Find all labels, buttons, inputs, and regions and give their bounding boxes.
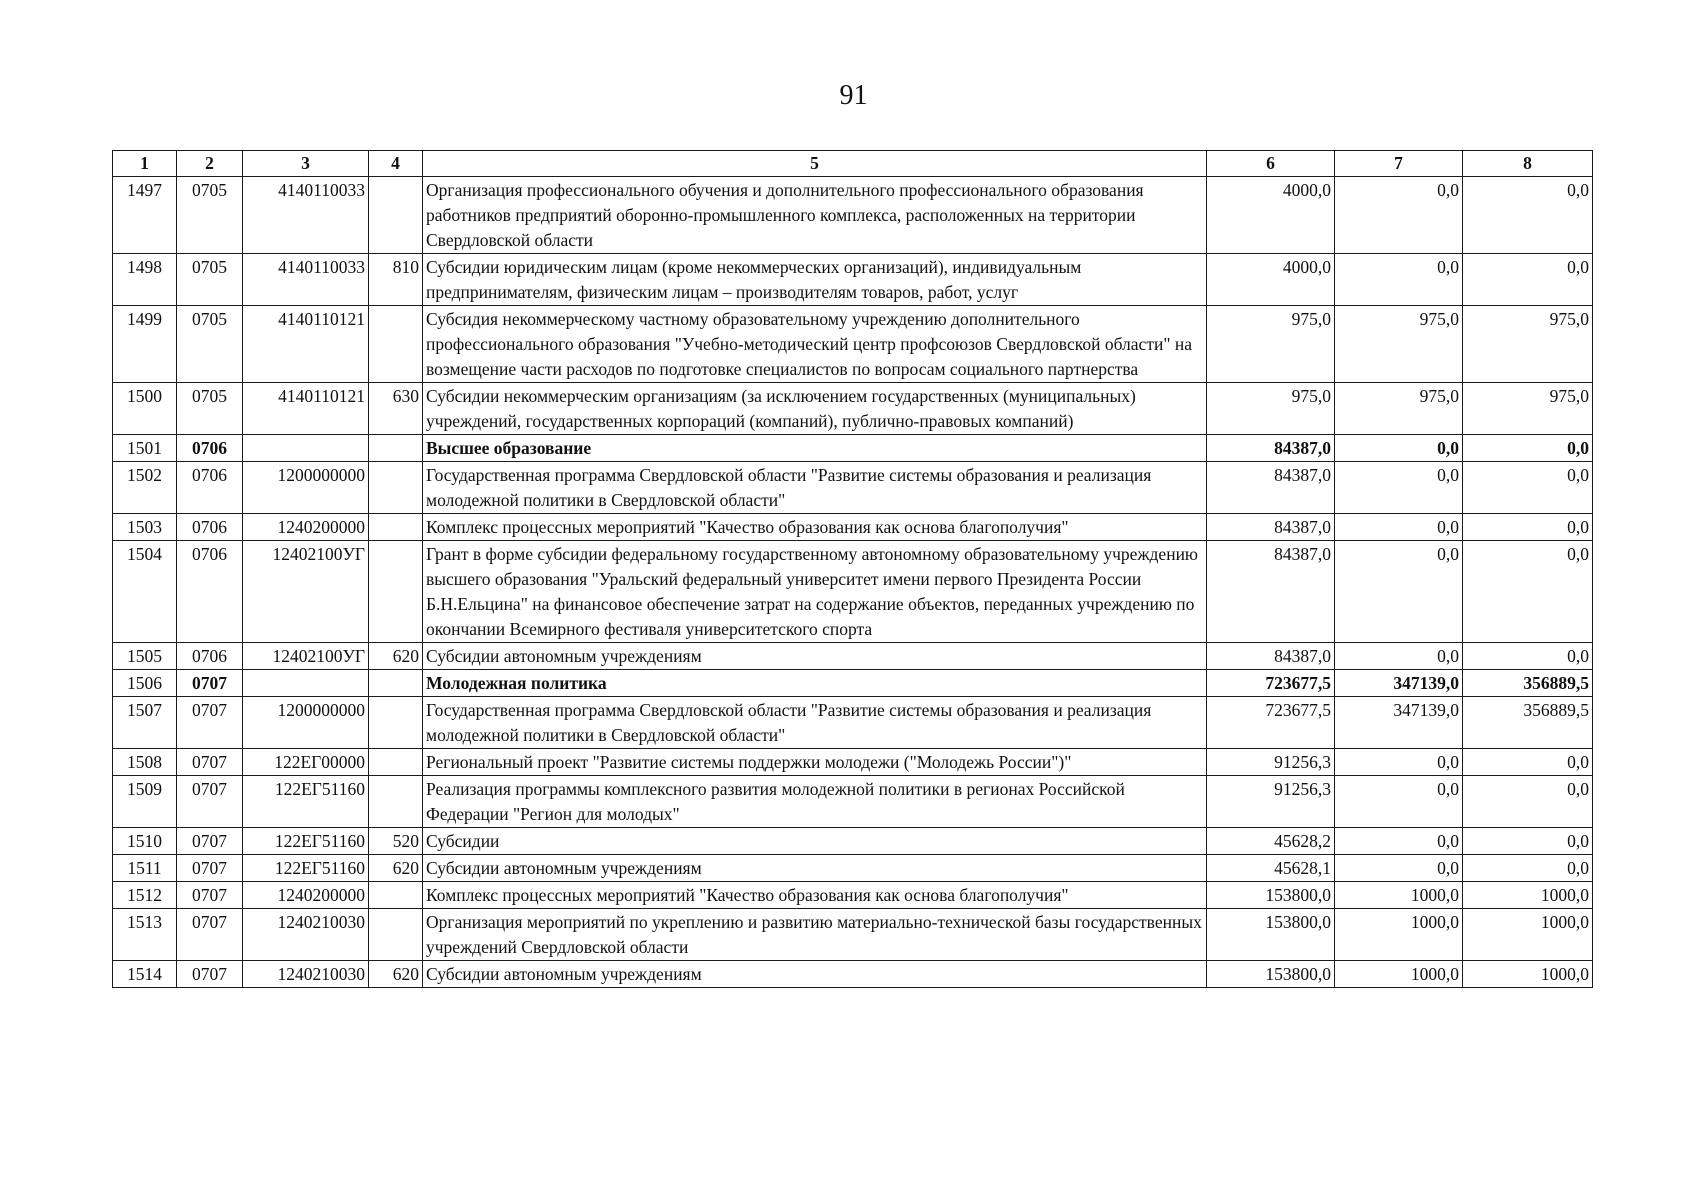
- amount-year1-cell: 153800,0: [1207, 909, 1335, 961]
- row-number-cell: 1506: [113, 670, 177, 697]
- expense-type-cell: 810: [369, 254, 423, 306]
- target-article-cell: 4140110121: [243, 306, 369, 383]
- amount-year2-cell: 347139,0: [1335, 670, 1463, 697]
- table-row: [113, 749, 1593, 776]
- table-row: [113, 462, 1593, 514]
- amount-year3-cell: 1000,0: [1463, 909, 1593, 961]
- header-col-7: 7: [1335, 151, 1463, 177]
- amount-year1-cell: 975,0: [1207, 306, 1335, 383]
- amount-year1-cell: 4000,0: [1207, 177, 1335, 254]
- item-name-cell: Субсидии автономным учреждениям: [423, 855, 1207, 882]
- amount-year1-cell: 153800,0: [1207, 961, 1335, 988]
- item-name-cell: Субсидия некоммерческому частному образовательному учреждению дополнительного профессионального образования "Учебно-методический центр профсоюзов Свердловской области" на возмещение части расходов по подготовке специалистов по вопросам социального партнерства: [423, 306, 1207, 383]
- amount-year3-cell: 975,0: [1463, 306, 1593, 383]
- table-row: [113, 855, 1593, 882]
- amount-year3-cell: 975,0: [1463, 383, 1593, 435]
- table-row: [113, 776, 1593, 828]
- section-code-cell: 0705: [177, 254, 243, 306]
- target-article-cell: 1240200000: [243, 882, 369, 909]
- header-col-3: 3: [243, 151, 369, 177]
- item-name-cell: Комплекс процессных мероприятий "Качество образования как основа благополучия": [423, 514, 1207, 541]
- amount-year3-cell: 0,0: [1463, 254, 1593, 306]
- row-number-cell: 1499: [113, 306, 177, 383]
- amount-year3-cell: 0,0: [1463, 643, 1593, 670]
- target-article-cell: 122ЕГ51160: [243, 776, 369, 828]
- amount-year2-cell: 975,0: [1335, 383, 1463, 435]
- amount-year1-cell: 723677,5: [1207, 670, 1335, 697]
- row-number-cell: 1503: [113, 514, 177, 541]
- amount-year3-cell: 356889,5: [1463, 670, 1593, 697]
- expense-type-cell: [369, 462, 423, 514]
- amount-year3-cell: 0,0: [1463, 828, 1593, 855]
- amount-year2-cell: 0,0: [1335, 749, 1463, 776]
- table-row: [113, 697, 1593, 749]
- item-name-cell: Субсидии автономным учреждениям: [423, 643, 1207, 670]
- expense-type-cell: 620: [369, 643, 423, 670]
- row-number-cell: 1510: [113, 828, 177, 855]
- expense-type-cell: [369, 435, 423, 462]
- item-name-cell: Организация мероприятий по укреплению и развитию материально-технической базы государственных учреждений Свердловской области: [423, 909, 1207, 961]
- target-article-cell: 4140110033: [243, 254, 369, 306]
- section-code-cell: 0707: [177, 749, 243, 776]
- section-code-cell: 0707: [177, 909, 243, 961]
- item-name-cell: Государственная программа Свердловской области "Развитие системы образования и реализация молодежной политики в Свердловской области": [423, 697, 1207, 749]
- amount-year3-cell: 0,0: [1463, 514, 1593, 541]
- amount-year3-cell: 0,0: [1463, 749, 1593, 776]
- target-article-cell: 1200000000: [243, 697, 369, 749]
- expense-type-cell: [369, 306, 423, 383]
- expense-type-cell: [369, 670, 423, 697]
- row-number-cell: 1507: [113, 697, 177, 749]
- expense-type-cell: [369, 909, 423, 961]
- table-row: [113, 909, 1593, 961]
- section-code-cell: 0706: [177, 435, 243, 462]
- target-article-cell: 1240210030: [243, 961, 369, 988]
- target-article-cell: 1240210030: [243, 909, 369, 961]
- amount-year1-cell: 84387,0: [1207, 435, 1335, 462]
- amount-year3-cell: 0,0: [1463, 541, 1593, 643]
- amount-year2-cell: 1000,0: [1335, 961, 1463, 988]
- target-article-cell: 122ЕГ51160: [243, 855, 369, 882]
- header-col-4: 4: [369, 151, 423, 177]
- table-row: [113, 541, 1593, 643]
- item-name-cell: Реализация программы комплексного развития молодежной политики в регионах Российской Федерации "Регион для молодых": [423, 776, 1207, 828]
- amount-year1-cell: 84387,0: [1207, 514, 1335, 541]
- section-code-cell: 0705: [177, 306, 243, 383]
- row-number-cell: 1509: [113, 776, 177, 828]
- amount-year2-cell: 0,0: [1335, 435, 1463, 462]
- expense-type-cell: [369, 776, 423, 828]
- table-row: [113, 882, 1593, 909]
- expense-type-cell: [369, 749, 423, 776]
- expense-type-cell: [369, 541, 423, 643]
- table-row: [113, 435, 1593, 462]
- item-name-cell: Субсидии автономным учреждениям: [423, 961, 1207, 988]
- amount-year1-cell: 91256,3: [1207, 776, 1335, 828]
- header-col-5: 5: [423, 151, 1207, 177]
- amount-year2-cell: 0,0: [1335, 855, 1463, 882]
- section-code-cell: 0706: [177, 514, 243, 541]
- amount-year3-cell: 1000,0: [1463, 961, 1593, 988]
- amount-year2-cell: 0,0: [1335, 177, 1463, 254]
- table-row: [113, 670, 1593, 697]
- row-number-cell: 1505: [113, 643, 177, 670]
- target-article-cell: 4140110121: [243, 383, 369, 435]
- row-number-cell: 1513: [113, 909, 177, 961]
- target-article-cell: 1240200000: [243, 514, 369, 541]
- amount-year3-cell: 356889,5: [1463, 697, 1593, 749]
- item-name-cell: Организация профессионального обучения и дополнительного профессионального образования работников предприятий оборонно-промышленного комплекса, расположенных на территории Свердловской области: [423, 177, 1207, 254]
- target-article-cell: 1200000000: [243, 462, 369, 514]
- amount-year3-cell: 0,0: [1463, 462, 1593, 514]
- section-code-cell: 0707: [177, 882, 243, 909]
- expense-type-cell: [369, 882, 423, 909]
- amount-year1-cell: 91256,3: [1207, 749, 1335, 776]
- amount-year1-cell: 84387,0: [1207, 541, 1335, 643]
- table-row: [113, 306, 1593, 383]
- amount-year2-cell: 0,0: [1335, 828, 1463, 855]
- target-article-cell: 122ЕГ00000: [243, 749, 369, 776]
- section-code-cell: 0706: [177, 462, 243, 514]
- amount-year1-cell: 723677,5: [1207, 697, 1335, 749]
- section-code-cell: 0705: [177, 177, 243, 254]
- header-col-2: 2: [177, 151, 243, 177]
- section-code-cell: 0706: [177, 643, 243, 670]
- expense-type-cell: 520: [369, 828, 423, 855]
- amount-year2-cell: 0,0: [1335, 514, 1463, 541]
- table-row: [113, 254, 1593, 306]
- amount-year1-cell: 153800,0: [1207, 882, 1335, 909]
- row-number-cell: 1500: [113, 383, 177, 435]
- amount-year2-cell: 347139,0: [1335, 697, 1463, 749]
- item-name-cell: Региональный проект "Развитие системы поддержки молодежи ("Молодежь России")": [423, 749, 1207, 776]
- amount-year3-cell: 0,0: [1463, 776, 1593, 828]
- row-number-cell: 1511: [113, 855, 177, 882]
- amount-year2-cell: 0,0: [1335, 776, 1463, 828]
- target-article-cell: 4140110033: [243, 177, 369, 254]
- row-number-cell: 1504: [113, 541, 177, 643]
- expense-type-cell: 620: [369, 855, 423, 882]
- row-number-cell: 1497: [113, 177, 177, 254]
- section-code-cell: 0706: [177, 541, 243, 643]
- budget-table: [112, 150, 1593, 988]
- header-col-8: 8: [1463, 151, 1593, 177]
- amount-year2-cell: 975,0: [1335, 306, 1463, 383]
- target-article-cell: [243, 670, 369, 697]
- target-article-cell: 122ЕГ51160: [243, 828, 369, 855]
- item-name-cell: Комплекс процессных мероприятий "Качество образования как основа благополучия": [423, 882, 1207, 909]
- section-code-cell: 0707: [177, 670, 243, 697]
- amount-year3-cell: 0,0: [1463, 855, 1593, 882]
- table-row: [113, 828, 1593, 855]
- header-col-1: 1: [113, 151, 177, 177]
- amount-year1-cell: 45628,2: [1207, 828, 1335, 855]
- amount-year3-cell: 0,0: [1463, 177, 1593, 254]
- table-header-row: [113, 151, 1593, 177]
- target-article-cell: 12402100УГ: [243, 643, 369, 670]
- row-number-cell: 1512: [113, 882, 177, 909]
- amount-year2-cell: 1000,0: [1335, 909, 1463, 961]
- amount-year3-cell: 0,0: [1463, 435, 1593, 462]
- table-row: [113, 961, 1593, 988]
- expense-type-cell: [369, 514, 423, 541]
- row-number-cell: 1501: [113, 435, 177, 462]
- table-row: [113, 383, 1593, 435]
- expense-type-cell: [369, 177, 423, 254]
- target-article-cell: [243, 435, 369, 462]
- section-code-cell: 0707: [177, 961, 243, 988]
- row-number-cell: 1508: [113, 749, 177, 776]
- table-row: [113, 177, 1593, 254]
- amount-year2-cell: 1000,0: [1335, 882, 1463, 909]
- item-name-cell: Субсидии юридическим лицам (кроме некоммерческих организаций), индивидуальным предпринимателям, физическим лицам – производителям товаров, работ, услуг: [423, 254, 1207, 306]
- table-row: [113, 514, 1593, 541]
- amount-year1-cell: 4000,0: [1207, 254, 1335, 306]
- amount-year3-cell: 1000,0: [1463, 882, 1593, 909]
- row-number-cell: 1514: [113, 961, 177, 988]
- item-name-cell: Субсидии: [423, 828, 1207, 855]
- amount-year1-cell: 84387,0: [1207, 643, 1335, 670]
- section-code-cell: 0707: [177, 855, 243, 882]
- item-name-cell: Субсидии некоммерческим организациям (за исключением государственных (муниципальных) учреждений, государственных корпораций (компаний), публично-правовых компаний): [423, 383, 1207, 435]
- target-article-cell: 12402100УГ: [243, 541, 369, 643]
- section-code-cell: 0707: [177, 697, 243, 749]
- page-number: 91: [839, 80, 868, 111]
- amount-year1-cell: 45628,1: [1207, 855, 1335, 882]
- item-name-cell: Государственная программа Свердловской области "Развитие системы образования и реализация молодежной политики в Свердловской области": [423, 462, 1207, 514]
- section-code-cell: 0707: [177, 828, 243, 855]
- row-number-cell: 1502: [113, 462, 177, 514]
- table-row: [113, 643, 1593, 670]
- expense-type-cell: 620: [369, 961, 423, 988]
- section-code-cell: 0705: [177, 383, 243, 435]
- item-name-cell: Молодежная политика: [423, 670, 1207, 697]
- item-name-cell: Высшее образование: [423, 435, 1207, 462]
- header-col-6: 6: [1207, 151, 1335, 177]
- expense-type-cell: [369, 697, 423, 749]
- section-code-cell: 0707: [177, 776, 243, 828]
- amount-year1-cell: 84387,0: [1207, 462, 1335, 514]
- amount-year2-cell: 0,0: [1335, 541, 1463, 643]
- amount-year1-cell: 975,0: [1207, 383, 1335, 435]
- amount-year2-cell: 0,0: [1335, 643, 1463, 670]
- item-name-cell: Грант в форме субсидии федеральному государственному автономному образовательному учреждению высшего образования "Уральский федеральный университет имени первого Президента России Б.Н.Ельцина" на финансовое обеспечение затрат на содержание объектов, переданных учреждению по окончании Всемирного фестиваля университетского спорта: [423, 541, 1207, 643]
- expense-type-cell: 630: [369, 383, 423, 435]
- row-number-cell: 1498: [113, 254, 177, 306]
- amount-year2-cell: 0,0: [1335, 462, 1463, 514]
- amount-year2-cell: 0,0: [1335, 254, 1463, 306]
- table-body: [113, 177, 1593, 988]
